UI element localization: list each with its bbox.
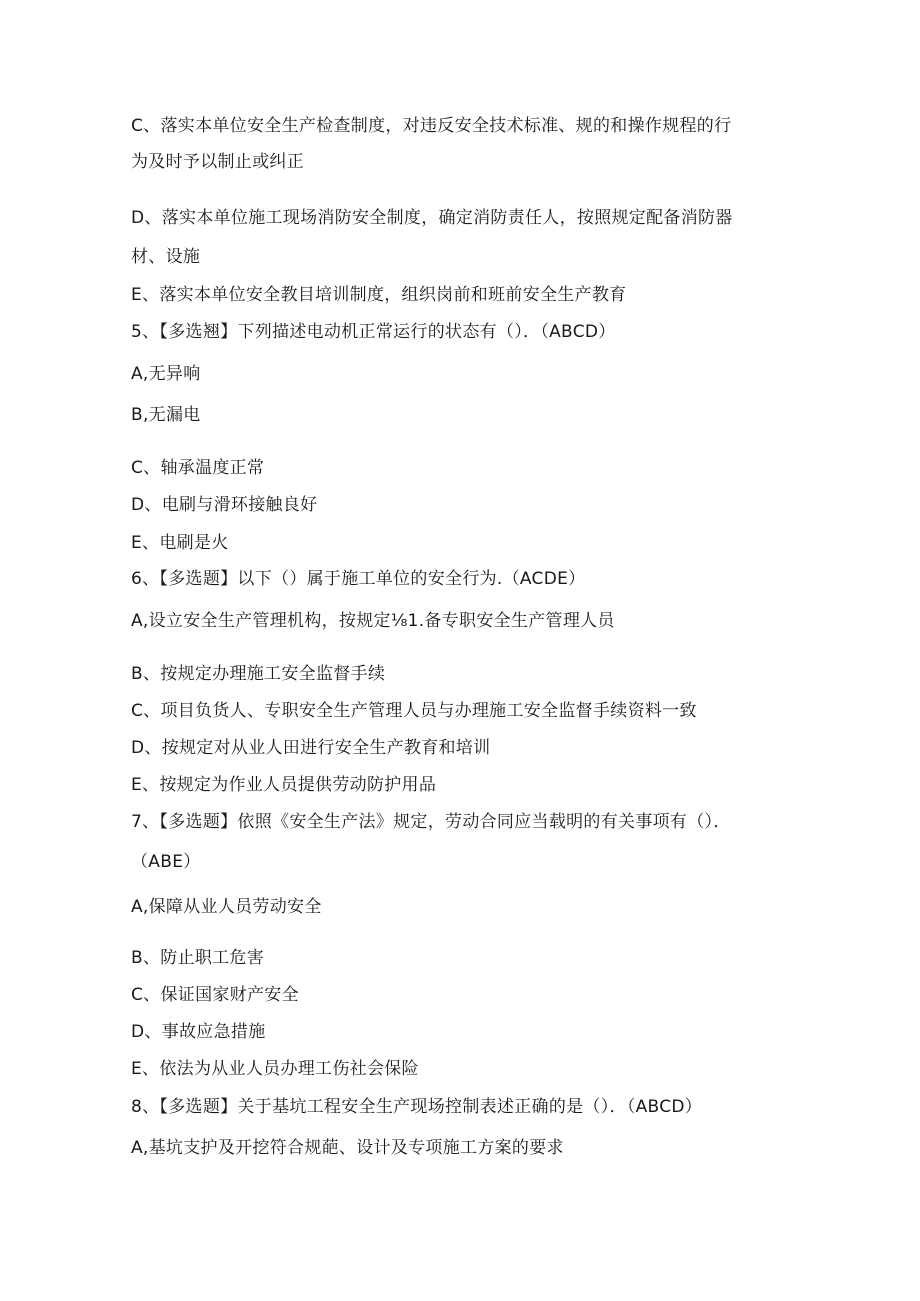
option-line: D、电刷与滑环接触良好	[131, 495, 318, 515]
option-line: D、按规定对从业人田进行安全生产教育和培训	[131, 738, 491, 758]
text-line: E、落实本单位安全教目培训制度，组织岗前和班前安全生产教育	[131, 285, 627, 305]
option-line: A,基坑支护及开挖符合规葩、设计及专项施工方案的要求	[131, 1138, 564, 1158]
option-line: E、依法为从业人员办理工伤社会保险	[131, 1059, 419, 1079]
question-5: 5、【多选翘】下列描述电动机正常运行的状态有（）．（ABCD）	[131, 322, 616, 342]
question-6: 6、【多选题】以下（）属于施工单位的安全行为.（ACDE）	[131, 569, 586, 589]
option-line: C、项目负货人、专职安全生产管理人员与办理施工安全监督手续资料一致	[131, 701, 697, 721]
option-line: A,无异响	[131, 364, 201, 384]
text-line: C、落实本单位安全生产检查制度，对违反安全技术标准、规的和操作规程的行	[131, 116, 732, 136]
option-line: A,保障从业人员劳动安全	[131, 897, 322, 917]
option-line: E、按规定为作业人员提供劳动防护用品	[131, 775, 437, 795]
question-7: 7、【多选题】依照《安全生产法》规定，劳动合同应当载明的有关事项有（）．	[131, 812, 731, 832]
option-line: D、事故应急措施	[131, 1022, 266, 1042]
question-8: 8、【多选题】关于基坑工程安全生产现场控制表述正确的是（）．（ABCD）	[131, 1097, 703, 1117]
option-line: B,无漏电	[131, 405, 201, 425]
option-line: C、轴承温度正常	[131, 458, 265, 478]
option-line: B、按规定办理施工安全监督手续	[131, 664, 386, 684]
text-line: 为及时予以制止或纠正	[131, 152, 304, 172]
text-line: （ABE）	[131, 852, 201, 872]
option-line: A,设立安全生产管理机构，按规定⅛1.备专职安全生产管理人员	[131, 611, 615, 631]
text-line: D、落实本单位施工现场消防安全制度，确定消防责任人，按照规定配备消防器	[131, 208, 733, 228]
option-line: C、保证国家财产安全	[131, 985, 299, 1005]
option-line: E、电刷是火	[131, 533, 229, 553]
option-line: B、防止职工危害	[131, 948, 265, 968]
text-line: 材、设施	[131, 247, 201, 267]
